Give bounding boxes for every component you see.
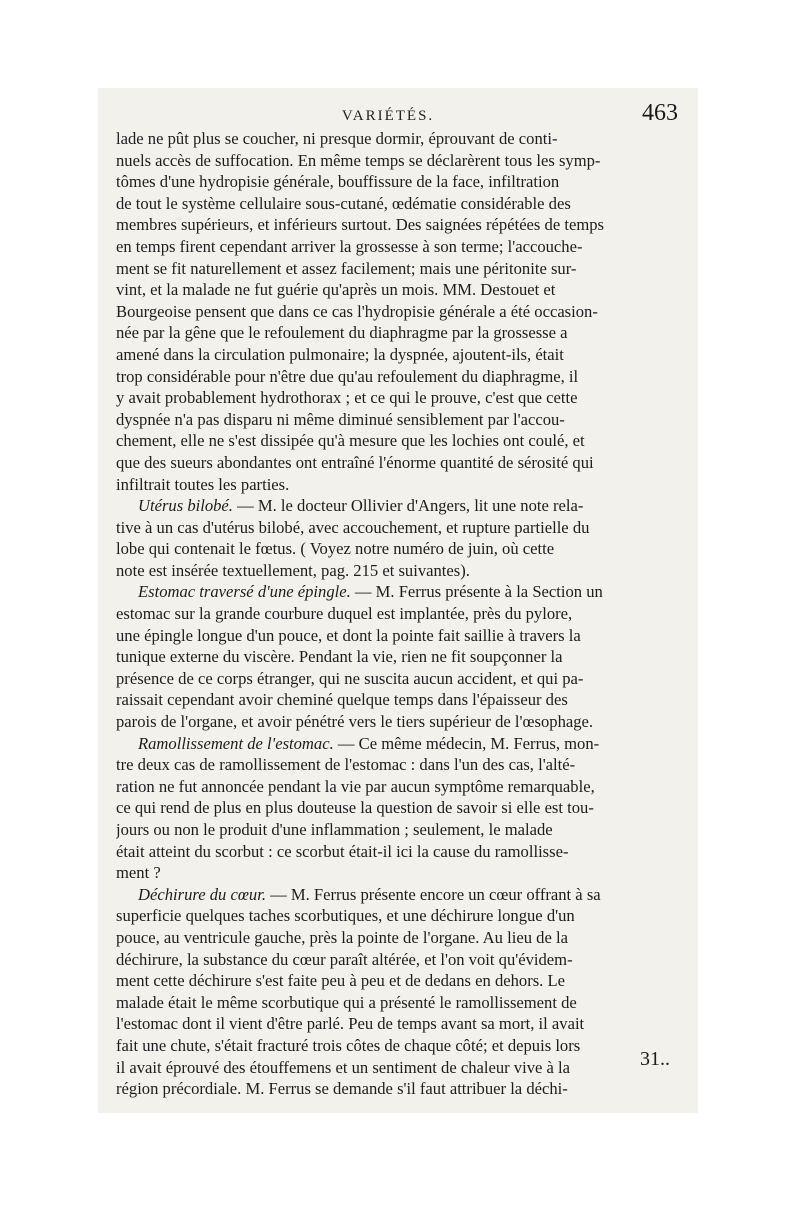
line-text: tive à un cas d'utérus bilobé, avec accouchement, et rupture partielle du xyxy=(116,517,590,537)
text-line xyxy=(116,603,690,625)
line-text: superficie quelques taches scorbutiques, et une déchirure longue d'un xyxy=(116,906,575,926)
text-line xyxy=(116,819,690,841)
text-line xyxy=(116,1035,690,1057)
line-text: tunique externe du viscère. Pendant la vie, rien ne fit soupçonner la xyxy=(116,647,563,667)
line-text: Bourgeoise pensent que dans ce cas l'hydropisie générale a été occasion- xyxy=(116,301,598,321)
section-heading: Déchirure du cœur. xyxy=(138,884,266,904)
line-text: ment cette déchirure s'est faite peu à peu et de dedans en dehors. Le xyxy=(116,971,565,991)
text-line xyxy=(116,668,690,690)
line-text: une épingle longue d'un pouce, et dont la pointe fait saillie à travers la xyxy=(116,625,581,645)
text-line xyxy=(116,258,690,280)
line-text: membres supérieurs, et inférieurs surtout. Des saignées répétées de temps xyxy=(116,215,604,235)
text-line xyxy=(116,884,690,906)
text-line xyxy=(116,322,690,344)
line-text: que des sueurs abondantes ont entraîné l'énorme quantité de sérosité qui xyxy=(116,452,594,472)
line-text: raissait cependant avoir cheminé quelque temps dans l'épaisseur des xyxy=(116,690,568,710)
text-line xyxy=(116,862,690,884)
line-text: pouce, au ventricule gauche, près la pointe de l'organe. Au lieu de la xyxy=(116,927,568,947)
section-heading: Utérus bilobé. xyxy=(138,496,233,516)
line-text: région précordiale. M. Ferrus se demande s'il faut attribuer la déchi- xyxy=(116,1079,568,1099)
line-text: infiltrait toutes les parties. xyxy=(116,474,290,494)
text-line xyxy=(116,970,690,992)
text-line xyxy=(116,1013,690,1035)
line-text: note est insérée textuellement, pag. 215 et suivantes). xyxy=(116,560,470,580)
text-line xyxy=(116,905,690,927)
text-line xyxy=(116,279,690,301)
line-text: née par la gêne que le refoulement du diaphragme par la grossesse a xyxy=(116,323,568,343)
text-line xyxy=(116,689,690,711)
line-text: — Ce même médecin, M. Ferrus, mon- xyxy=(333,733,600,753)
line-text: chement, elle ne s'est dissipée qu'à mesure que les lochies ont coulé, et xyxy=(116,431,585,451)
line-text: — M. Ferrus présente à la Section un xyxy=(350,582,603,602)
line-text: était atteint du scorbut : ce scorbut était-il ici la cause du ramollisse- xyxy=(116,841,569,861)
line-text: amené dans la circulation pulmonaire; la dyspnée, ajoutent-ils, était xyxy=(116,344,564,364)
line-text: en temps firent cependant arriver la grossesse à son terme; l'accouche- xyxy=(116,236,583,256)
line-text: ce qui rend de plus en plus douteuse la question de savoir si elle est tou- xyxy=(116,798,594,818)
line-text: nuels accès de suffocation. En même temps se déclarèrent tous les symp- xyxy=(116,150,601,170)
text-line xyxy=(116,193,690,215)
line-text: déchirure, la substance du cœur paraît altérée, et l'on voit qu'évidem- xyxy=(116,949,573,969)
text-line xyxy=(116,646,690,668)
line-text: présence de ce corps étranger, qui ne suscita aucun accident, et qui pa- xyxy=(116,668,584,688)
text-line xyxy=(116,992,690,1014)
text-line xyxy=(116,560,690,582)
text-line xyxy=(116,1078,690,1100)
text-line xyxy=(116,150,690,172)
text-line xyxy=(116,171,690,193)
line-text: parois de l'organe, et avoir pénétré vers le tiers supérieur de l'œsophage. xyxy=(116,712,594,732)
signature-mark: 31.. xyxy=(640,1048,670,1070)
line-text: malade était le même scorbutique qui a présenté le ramollissement de xyxy=(116,992,577,1012)
line-text: trop considérable pour n'être due qu'au refoulement du diaphragme, il xyxy=(116,366,579,386)
text-line xyxy=(116,1057,690,1079)
line-text: — M. le docteur Ollivier d'Angers, lit une note rela- xyxy=(232,496,584,516)
text-line xyxy=(116,517,690,539)
text-line xyxy=(116,452,690,474)
line-text: y avait probablement hydrothorax ; et ce qui le prouve, c'est que cette xyxy=(116,388,578,408)
line-text: tômes d'une hydropisie générale, bouffissure de la face, infiltration xyxy=(116,172,560,192)
text-line xyxy=(116,733,690,755)
line-text: dyspnée n'a pas disparu ni même diminué sensiblement par l'accou- xyxy=(116,409,565,429)
line-text: ration ne fut annoncée pendant la vie par aucun symptôme remarquable, xyxy=(116,776,595,796)
line-text: l'estomac dont il vient d'être parlé. Peu de temps avant sa mort, il avait xyxy=(116,1014,585,1034)
text-line xyxy=(116,538,690,560)
line-text: estomac sur la grande courbure duquel est implantée, près du pylore, xyxy=(116,604,573,624)
line-text: de tout le système cellulaire sous-cutané, œdématie considérable des xyxy=(116,193,571,213)
text-line xyxy=(116,301,690,323)
text-line xyxy=(116,581,690,603)
text-line xyxy=(116,797,690,819)
line-text: vint, et la malade ne fut guérie qu'après un mois. MM. Destouet et xyxy=(116,280,556,300)
text-line xyxy=(116,495,690,517)
section-heading: Ramollissement de l'estomac. xyxy=(138,733,334,753)
text-line xyxy=(116,128,690,150)
text-line xyxy=(116,754,690,776)
line-text: ment se fit naturellement et assez facilement; mais une péritonite sur- xyxy=(116,258,577,278)
text-line xyxy=(116,409,690,431)
line-text: lade ne pût plus se coucher, ni presque dormir, éprouvant de conti- xyxy=(116,129,558,148)
body-text xyxy=(116,128,690,1100)
section-heading: Estomac traversé d'une épingle. xyxy=(138,582,351,602)
text-line xyxy=(116,474,690,496)
running-head: VARIÉTÉS. xyxy=(341,108,435,124)
text-line xyxy=(116,927,690,949)
line-text: lobe qui contenait le fœtus. ( Voyez notre numéro de juin, où cette xyxy=(116,539,555,559)
line-text: — M. Ferrus présente encore un cœur offrant à sa xyxy=(265,884,601,904)
book-page xyxy=(98,88,698,1113)
line-text: fait une chute, s'était fracturé trois côtes de chaque côté; et depuis lors xyxy=(116,1035,581,1055)
text-line xyxy=(116,344,690,366)
text-line xyxy=(116,625,690,647)
text-line xyxy=(116,430,690,452)
line-text: jours ou non le produit d'une inflammation ; seulement, le malade xyxy=(116,820,553,839)
text-line xyxy=(116,236,690,258)
text-line xyxy=(116,841,690,863)
text-line xyxy=(116,387,690,409)
text-line xyxy=(116,711,690,733)
text-line xyxy=(116,776,690,798)
line-text: tre deux cas de ramollissement de l'estomac : dans l'un des cas, l'alté- xyxy=(116,755,576,775)
text-line xyxy=(116,214,690,236)
line-text: il avait éprouvé des étouffemens et un sentiment de chaleur vive à la xyxy=(116,1057,571,1077)
text-line xyxy=(116,949,690,971)
text-line xyxy=(116,366,690,388)
page-number: 463 xyxy=(642,100,678,126)
line-text: ment ? xyxy=(116,863,161,883)
